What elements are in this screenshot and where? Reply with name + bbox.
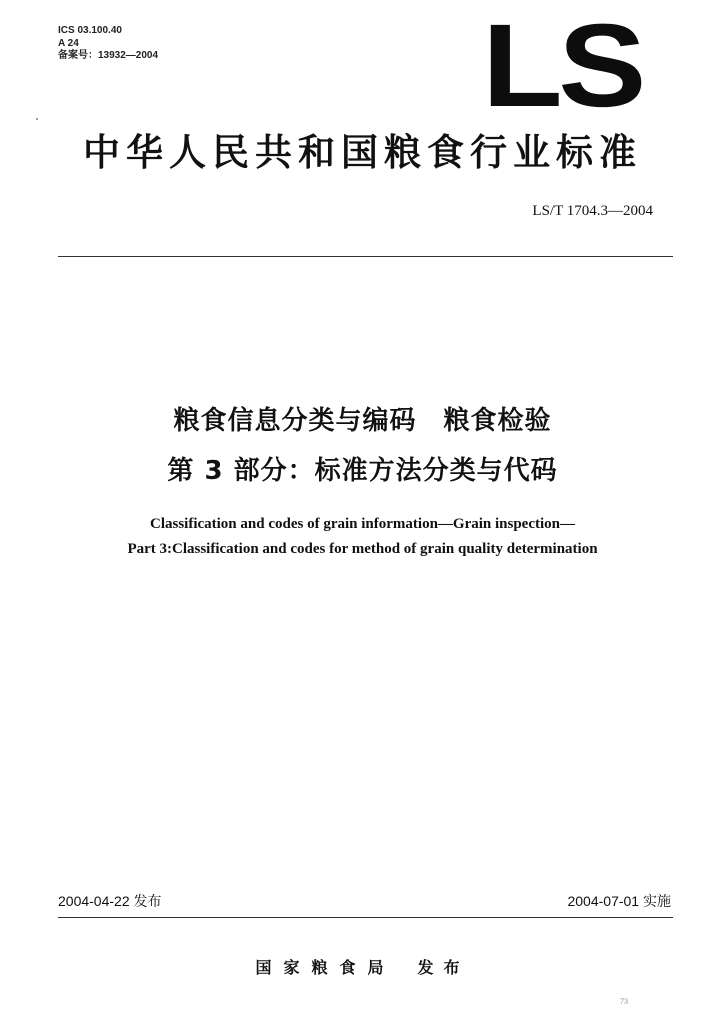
classification-block <box>58 25 158 63</box>
category-code: A 24 <box>58 37 79 49</box>
footer-divider <box>58 917 673 918</box>
english-title-line-2: Part 3:Classification and codes for method of grain quality determination <box>127 541 598 557</box>
scan-artifact <box>36 118 38 120</box>
chinese-title-line-1: 粮食信息分类与编码 粮食检验 <box>173 406 552 436</box>
ls-logo: LS <box>482 0 642 132</box>
english-title-line-1: Classification and codes of grain information—Grain inspection— <box>149 516 576 532</box>
ics-code: ICS 03.100.40 <box>58 25 122 36</box>
page-mark: 73 <box>620 997 628 1006</box>
filing-number: 备案号：13932—2004 <box>58 50 159 61</box>
organization-title: 中华人民共和国粮食行业标准 <box>83 131 642 174</box>
implementation-date: 2004-07-01 实施 <box>567 893 671 909</box>
publisher-action: 发布 <box>417 958 470 977</box>
chinese-title-line-2: 第 3 部分：标准方法分类与代码 <box>167 456 558 486</box>
publisher-line <box>0 955 725 978</box>
header-divider <box>58 256 673 257</box>
standard-number: LS/T 1704.3—2004 <box>532 203 653 219</box>
publisher-name: 国家粮食局 <box>255 958 396 977</box>
issue-date: 2004-04-22 发布 <box>58 893 162 909</box>
